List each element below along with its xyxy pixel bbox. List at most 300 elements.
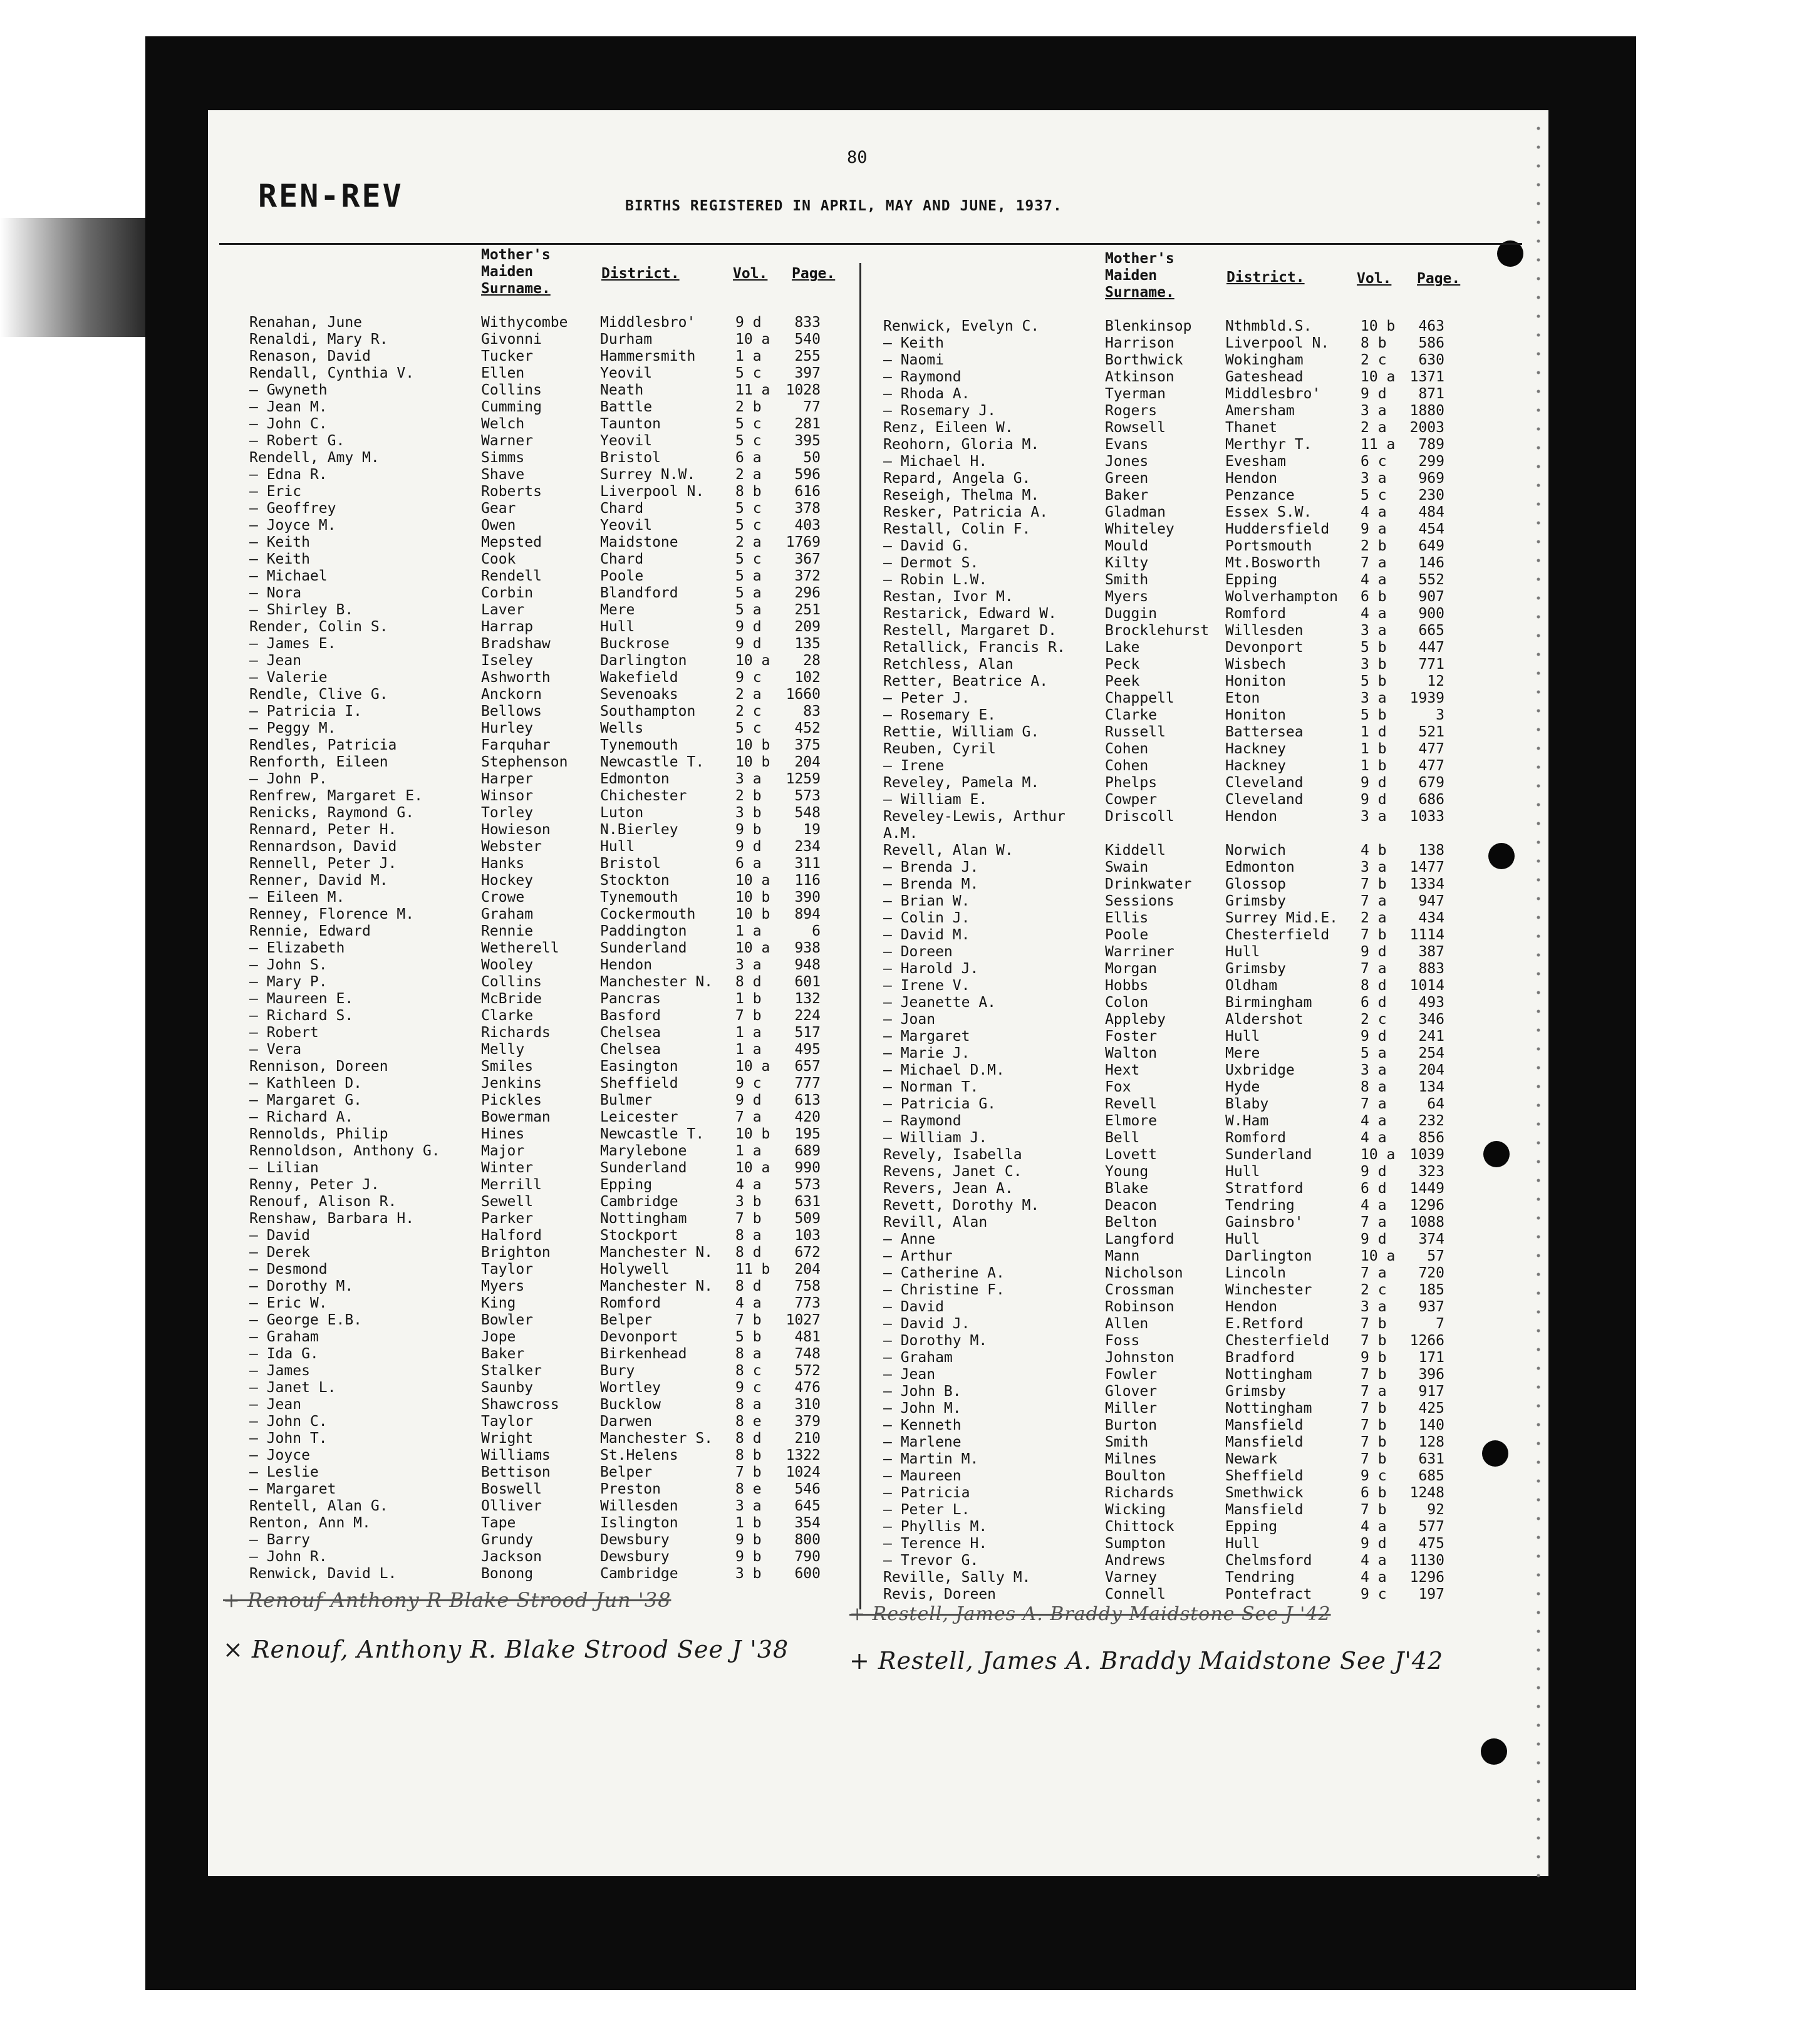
entry-mother-surname: Sewell: [481, 1194, 534, 1210]
entry-volume: 9 c: [735, 1380, 762, 1396]
entry-district: Hyde: [1225, 1079, 1260, 1095]
entry-page: 856: [1418, 1130, 1444, 1146]
entry-page: 649: [1418, 538, 1444, 554]
entry-page: 310: [794, 1396, 821, 1413]
entry-volume: 1 b: [735, 991, 762, 1007]
district-header: District.: [1226, 269, 1305, 286]
entry-name: — Michael D.M.: [883, 1062, 1005, 1078]
entry-page: 128: [1418, 1434, 1444, 1450]
entry-volume: 5 b: [1361, 707, 1387, 723]
entry-name: — Norman T.: [883, 1079, 979, 1095]
entry-page: 241: [1418, 1028, 1444, 1045]
entry-page: 463: [1418, 318, 1444, 334]
page-number: 80: [847, 148, 868, 167]
entry-name: — Graham: [249, 1329, 319, 1345]
entry-district: Cleveland: [1225, 792, 1304, 808]
entry-volume: 8 d: [735, 1244, 762, 1261]
entry-page: 948: [794, 957, 821, 973]
entry-volume: 9 d: [1361, 944, 1387, 960]
entry-mother-surname: Wright: [481, 1430, 534, 1447]
entry-name: — John P.: [249, 771, 328, 787]
entry-volume: 1 d: [1361, 724, 1387, 740]
entry-name: — Martin M.: [883, 1451, 979, 1467]
entry-district: Hendon: [1225, 808, 1278, 825]
entry-page: 573: [794, 788, 821, 804]
entry-volume: 3 b: [735, 1194, 762, 1210]
entry-mother-surname: Chittock: [1105, 1519, 1174, 1535]
entry-name: — Irene V.: [883, 978, 970, 994]
entry-mother-surname: Hurley: [481, 720, 534, 736]
entry-district: Mansfield: [1225, 1502, 1304, 1518]
entry-page: 548: [794, 805, 821, 821]
entry-mother-surname: Richards: [481, 1025, 551, 1041]
entry-district: Willesden: [600, 1498, 678, 1514]
entry-volume: 8 c: [735, 1363, 762, 1379]
entry-district: Epping: [1225, 572, 1278, 588]
entry-mother-surname: Roberts: [481, 483, 542, 500]
entry-district: N.Bierley: [600, 822, 678, 838]
entry-page: 573: [794, 1177, 821, 1193]
entry-mother-surname: Stephenson: [481, 754, 568, 770]
entry-district: Grimsby: [1225, 893, 1286, 909]
entry-volume: 7 a: [735, 1109, 762, 1125]
entry-page: 83: [803, 703, 821, 720]
entry-district: Nthmbld.S.: [1225, 318, 1312, 334]
entry-district: Darlington: [600, 653, 687, 669]
entry-page: 586: [1418, 335, 1444, 351]
entry-page: 938: [794, 940, 821, 956]
entry-district: Middlesbro': [600, 314, 696, 331]
entry-volume: 5 b: [735, 1329, 762, 1345]
entry-name: Resker, Patricia A.: [883, 504, 1049, 520]
entry-district: Chelmsford: [1225, 1552, 1312, 1569]
entry-name: — Jeanette A.: [883, 994, 997, 1011]
entry-volume: 4 a: [1361, 1552, 1387, 1569]
entry-district: Dewsbury: [600, 1532, 670, 1548]
entry-district: Liverpool N.: [600, 483, 705, 500]
entry-name: — Patricia I.: [249, 703, 363, 720]
entry-mother-surname: Chappell: [1105, 690, 1174, 706]
entry-name: — Peggy M.: [249, 720, 336, 736]
entry-mother-surname: Webster: [481, 839, 542, 855]
entry-name: — Dermot S.: [883, 555, 979, 571]
entry-mother-surname: Simms: [481, 450, 525, 466]
entry-page: 601: [794, 974, 821, 990]
entry-mother-surname: Lake: [1105, 639, 1140, 656]
entry-name: — Raymond: [883, 1113, 962, 1129]
entry-name: Repard, Angela G.: [883, 470, 1031, 487]
entry-page: 434: [1418, 910, 1444, 926]
entry-name: — David G.: [883, 538, 970, 554]
entry-district: Romford: [1225, 606, 1286, 622]
vol-header: Vol.: [1357, 271, 1392, 287]
entry-volume: 5 a: [1361, 1045, 1387, 1061]
entry-district: Bristol: [600, 855, 661, 872]
entry-district: Southampton: [600, 703, 696, 720]
entry-page: 1371: [1409, 369, 1444, 385]
entry-volume: 7 b: [1361, 1366, 1387, 1383]
entry-volume: 8 d: [735, 1430, 762, 1447]
entry-district: Hull: [1225, 1164, 1260, 1180]
entry-page: 1660: [785, 686, 821, 703]
entry-name: — John R.: [249, 1549, 328, 1565]
entry-name: — Gwyneth: [249, 382, 328, 398]
entry-name: — Dorothy M.: [249, 1278, 354, 1294]
entry-volume: 7 b: [1361, 1316, 1387, 1332]
entry-mother-surname: Miller: [1105, 1400, 1158, 1417]
entry-page: 232: [1418, 1113, 1444, 1129]
entry-mother-surname: Elmore: [1105, 1113, 1158, 1129]
entry-volume: 7 a: [1361, 961, 1387, 977]
entry-name: — Jean: [249, 1396, 302, 1413]
entry-volume: 5 a: [735, 568, 762, 584]
entry-mother-surname: Givonni: [481, 331, 542, 348]
entry-mother-surname: Taylor: [481, 1261, 534, 1278]
entry-name: Retchless, Alan: [883, 656, 1014, 673]
entry-page: 255: [794, 348, 821, 364]
entry-volume: 1 a: [735, 1025, 762, 1041]
entry-name: Restarick, Edward W.: [883, 606, 1057, 622]
entry-volume: 7 a: [1361, 555, 1387, 571]
entry-name: — John M.: [883, 1400, 962, 1417]
entry-page: 773: [794, 1295, 821, 1311]
entry-name: Renicks, Raymond G.: [249, 805, 415, 821]
entry-volume: 9 d: [735, 314, 762, 331]
entry-name: — Joyce: [249, 1447, 310, 1463]
entry-page: 937: [1418, 1299, 1444, 1315]
entry-mother-surname: Sessions: [1105, 893, 1174, 909]
entry-page: 1266: [1409, 1333, 1444, 1349]
entry-district: Yeovil: [600, 365, 653, 381]
entry-name: Rennie, Edward: [249, 923, 371, 939]
entry-mother-surname: Owen: [481, 517, 516, 534]
entry-district: Romford: [600, 1295, 661, 1311]
entry-mother-surname: Swain: [1105, 859, 1149, 875]
entry-district: Oldham: [1225, 978, 1278, 994]
entry-mother-surname: Kilty: [1105, 555, 1149, 571]
entry-district: Paddington: [600, 923, 687, 939]
entry-district: Evesham: [1225, 453, 1286, 470]
entry-page: 378: [794, 500, 821, 517]
entry-volume: 5 c: [735, 720, 762, 736]
entry-name: A.M.: [883, 825, 918, 842]
entry-district: Portsmouth: [1225, 538, 1312, 554]
entry-volume: 2 a: [735, 686, 762, 703]
entry-page: 102: [794, 669, 821, 686]
entry-mother-surname: Rendell: [481, 568, 542, 584]
entry-district: Birkenhead: [600, 1346, 687, 1362]
entry-district: Gainsbro': [1225, 1214, 1304, 1231]
entry-page: 19: [803, 822, 821, 838]
entry-page: 7: [1436, 1316, 1444, 1332]
entry-mother-surname: Cumming: [481, 399, 542, 415]
entry-volume: 9 d: [1361, 775, 1387, 791]
entry-district: Chichester: [600, 788, 687, 804]
entry-name: — Graham: [883, 1350, 953, 1366]
entry-volume: 7 b: [735, 1464, 762, 1480]
entry-page: 552: [1418, 572, 1444, 588]
entry-name: — John S.: [249, 957, 328, 973]
entry-mother-surname: Nicholson: [1105, 1265, 1183, 1281]
entry-page: 230: [1418, 487, 1444, 503]
entry-mother-surname: Drinkwater: [1105, 876, 1192, 892]
entry-page: 1114: [1409, 927, 1444, 943]
entry-district: Durham: [600, 331, 653, 348]
entry-volume: 10 b: [735, 889, 770, 906]
entry-volume: 8 e: [735, 1481, 762, 1497]
entry-mother-surname: Halford: [481, 1227, 542, 1244]
entry-district: St.Helens: [600, 1447, 678, 1463]
entry-volume: 10 a: [1361, 1248, 1396, 1264]
entry-mother-surname: Belton: [1105, 1214, 1158, 1231]
entry-mother-surname: Glover: [1105, 1383, 1158, 1400]
entry-mother-surname: Mann: [1105, 1248, 1140, 1264]
entry-mother-surname: Clarke: [481, 1008, 534, 1024]
entry-district: Marylebone: [600, 1143, 687, 1159]
entry-volume: 7 a: [1361, 1265, 1387, 1281]
entry-page: 224: [794, 1008, 821, 1024]
entry-volume: 3 a: [1361, 403, 1387, 419]
entry-district: Newcastle T.: [600, 1126, 705, 1142]
entry-volume: 9 c: [1361, 1586, 1387, 1603]
entry-mother-surname: Olliver: [481, 1498, 542, 1514]
entry-district: E.Retford: [1225, 1316, 1304, 1332]
entry-district: Cambridge: [600, 1194, 678, 1210]
mother-header-line1: Mother's: [1105, 250, 1174, 267]
entry-district: Hammersmith: [600, 348, 696, 364]
entry-name: — Catherine A.: [883, 1265, 1005, 1281]
entry-volume: 1 b: [1361, 741, 1387, 757]
entry-mother-surname: Langford: [1105, 1231, 1174, 1247]
entry-page: 420: [794, 1109, 821, 1125]
entry-mother-surname: Shawcross: [481, 1396, 559, 1413]
entry-mother-surname: Bell: [1105, 1130, 1140, 1146]
entry-volume: 3 b: [735, 1566, 762, 1582]
entry-name: — Shirley B.: [249, 602, 354, 618]
entry-mother-surname: Stalker: [481, 1363, 542, 1379]
entry-mother-surname: Colon: [1105, 994, 1149, 1011]
entry-volume: 2 a: [1361, 910, 1387, 926]
entry-name: — Patricia: [883, 1485, 970, 1501]
entry-page: 57: [1427, 1248, 1444, 1264]
entry-mother-surname: Crowe: [481, 889, 525, 906]
entry-district: Tendring: [1225, 1197, 1295, 1214]
entry-name: Rennardson, David: [249, 839, 397, 855]
entry-page: 390: [794, 889, 821, 906]
entry-mother-surname: Connell: [1105, 1586, 1166, 1603]
entry-page: 1939: [1409, 690, 1444, 706]
entry-mother-surname: Cohen: [1105, 758, 1149, 774]
entry-district: Newcastle T.: [600, 754, 705, 770]
entry-volume: 7 a: [1361, 893, 1387, 909]
entry-mother-surname: Evans: [1105, 436, 1149, 453]
entry-mother-surname: Foster: [1105, 1028, 1158, 1045]
entry-district: Birmingham: [1225, 994, 1312, 1011]
entry-volume: 10 a: [735, 1160, 770, 1176]
entry-name: — John C.: [249, 1413, 328, 1430]
entry-district: Dewsbury: [600, 1549, 670, 1565]
entry-volume: 5 c: [735, 365, 762, 381]
entry-name: Renny, Peter J.: [249, 1177, 380, 1193]
entry-page: 6: [812, 923, 821, 939]
entry-volume: 8 a: [735, 1346, 762, 1362]
entry-page: 600: [794, 1566, 821, 1582]
entry-name: — Maureen E.: [249, 991, 354, 1007]
entry-volume: 7 a: [1361, 1383, 1387, 1400]
entry-page: 596: [794, 467, 821, 483]
entry-district: Gateshead: [1225, 369, 1304, 385]
entry-mother-surname: Morgan: [1105, 961, 1158, 977]
entry-volume: 4 a: [1361, 1569, 1387, 1586]
entry-volume: 3 a: [1361, 1062, 1387, 1078]
entry-mother-surname: Smith: [1105, 572, 1149, 588]
entry-name: Render, Colin S.: [249, 619, 388, 635]
entry-page: 2003: [1409, 420, 1444, 436]
entry-district: Cambridge: [600, 1566, 678, 1582]
entry-name: Rendles, Patricia: [249, 737, 397, 753]
entry-volume: 9 b: [735, 822, 762, 838]
entry-volume: 8 b: [735, 483, 762, 500]
entry-mother-surname: Bonong: [481, 1566, 534, 1582]
entry-name: — George E.B.: [249, 1312, 363, 1328]
entry-name: — Doreen: [883, 944, 953, 960]
entry-volume: 11 b: [735, 1261, 770, 1278]
entry-district: Tendring: [1225, 1569, 1295, 1586]
entry-mother-surname: Laver: [481, 602, 525, 618]
entry-name: Rennell, Peter J.: [249, 855, 397, 872]
entry-district: Hull: [600, 619, 635, 635]
entry-name: — Mary P.: [249, 974, 328, 990]
entry-page: 397: [794, 365, 821, 381]
mother-header-line1: Mother's: [481, 247, 551, 263]
entry-district: Bristol: [600, 450, 661, 466]
entry-page: 132: [794, 991, 821, 1007]
entry-page: 323: [1418, 1164, 1444, 1180]
entry-district: Edmonton: [600, 771, 670, 787]
entry-mother-surname: Gear: [481, 500, 516, 517]
entry-mother-surname: Sumpton: [1105, 1536, 1166, 1552]
entry-name: — Harold J.: [883, 961, 979, 977]
entry-name: Restall, Colin F.: [883, 521, 1031, 537]
entry-name: Rennison, Doreen: [249, 1058, 388, 1075]
entry-name: Rendell, Amy M.: [249, 450, 380, 466]
entry-name: Renz, Eileen W.: [883, 420, 1014, 436]
entry-page: 379: [794, 1413, 821, 1430]
entry-mother-surname: Harrap: [481, 619, 534, 635]
entry-mother-surname: Richards: [1105, 1485, 1174, 1501]
entry-volume: 4 a: [1361, 572, 1387, 588]
entry-name: — Naomi: [883, 352, 944, 368]
entry-name: — David: [249, 1227, 310, 1244]
handwritten-struck-entry-right: + Restell, James A. Braddy Maidstone See J '42: [849, 1603, 1331, 1625]
entry-name: Revely, Isabella: [883, 1147, 1022, 1163]
entry-district: Hull: [1225, 1536, 1260, 1552]
entry-page: 346: [1418, 1011, 1444, 1028]
entry-volume: 3 a: [1361, 622, 1387, 639]
entry-mother-surname: Clarke: [1105, 707, 1158, 723]
entry-page: 540: [794, 331, 821, 348]
entry-name: — David: [883, 1299, 944, 1315]
entry-volume: 4 a: [1361, 504, 1387, 520]
entry-mother-surname: Peck: [1105, 656, 1140, 673]
entry-volume: 9 d: [735, 839, 762, 855]
entry-mother-surname: Myers: [1105, 589, 1149, 605]
entry-name: — Irene: [883, 758, 944, 774]
entry-volume: 4 a: [735, 1177, 762, 1193]
entry-name: Renwick, David L.: [249, 1566, 397, 1582]
entry-page: 917: [1418, 1383, 1444, 1400]
entry-district: Preston: [600, 1481, 661, 1497]
entry-name: Renwick, Evelyn C.: [883, 318, 1040, 334]
entry-district: Mansfield: [1225, 1434, 1304, 1450]
entry-district: Basford: [600, 1008, 661, 1024]
entry-volume: 2 b: [735, 788, 762, 804]
entry-name: Renney, Florence M.: [249, 906, 415, 922]
entry-name: Restan, Ivor M.: [883, 589, 1014, 605]
entry-name: Reville, Sally M.: [883, 1569, 1031, 1586]
entry-page: 720: [1418, 1265, 1444, 1281]
entry-name: — David M.: [883, 927, 970, 943]
entry-volume: 2 a: [735, 534, 762, 550]
entry-district: Merthyr T.: [1225, 436, 1312, 453]
handwritten-struck-entry-left: + Renouf Anthony R Blake Strood Jun '38: [223, 1588, 671, 1612]
entry-name: Renshaw, Barbara H.: [249, 1210, 415, 1227]
entry-district: Edmonton: [1225, 859, 1295, 875]
entry-mother-surname: Burton: [1105, 1417, 1158, 1433]
entry-district: Bulmer: [600, 1092, 653, 1108]
entry-name: Rendle, Clive G.: [249, 686, 388, 703]
entry-volume: 7 b: [735, 1312, 762, 1328]
entry-page: 475: [1418, 1536, 1444, 1552]
entry-district: Stratford: [1225, 1180, 1304, 1197]
entry-page: 546: [794, 1481, 821, 1497]
entry-district: Buckrose: [600, 636, 670, 652]
entry-mother-surname: Parker: [481, 1210, 534, 1227]
entry-district: Sunderland: [600, 940, 687, 956]
entry-mother-surname: Welch: [481, 416, 525, 432]
entry-volume: 10 a: [735, 872, 770, 889]
entry-mother-surname: Torley: [481, 805, 534, 821]
entry-volume: 2 c: [735, 703, 762, 720]
entry-volume: 9 d: [1361, 1164, 1387, 1180]
entry-mother-surname: Taylor: [481, 1413, 534, 1430]
entry-page: 254: [1418, 1045, 1444, 1061]
entry-name: — Rosemary J.: [883, 403, 997, 419]
entry-name: Renason, David: [249, 348, 371, 364]
entry-mother-surname: McBride: [481, 991, 542, 1007]
entry-mother-surname: Grundy: [481, 1532, 534, 1548]
entry-district: Pontefract: [1225, 1586, 1312, 1603]
entry-volume: 10 a: [735, 1058, 770, 1075]
entry-district: Manchester S.: [600, 1430, 713, 1447]
entry-page: 771: [1418, 656, 1444, 673]
entry-volume: 2 a: [735, 467, 762, 483]
binder-hole: [1488, 843, 1515, 869]
mother-header-line3: Surname.: [481, 281, 551, 297]
entry-page: 758: [794, 1278, 821, 1294]
entry-mother-surname: Young: [1105, 1164, 1149, 1180]
entry-page: 481: [794, 1329, 821, 1345]
entry-district: Mt.Bosworth: [1225, 555, 1321, 571]
entry-name: — Ida G.: [249, 1346, 319, 1362]
entry-page: 833: [794, 314, 821, 331]
entry-volume: 9 d: [1361, 386, 1387, 402]
entry-volume: 10 a: [735, 940, 770, 956]
entry-page: 630: [1418, 352, 1444, 368]
entry-mother-surname: Blenkinsop: [1105, 318, 1192, 334]
entry-district: Glossop: [1225, 876, 1286, 892]
entry-mother-surname: Atkinson: [1105, 369, 1174, 385]
